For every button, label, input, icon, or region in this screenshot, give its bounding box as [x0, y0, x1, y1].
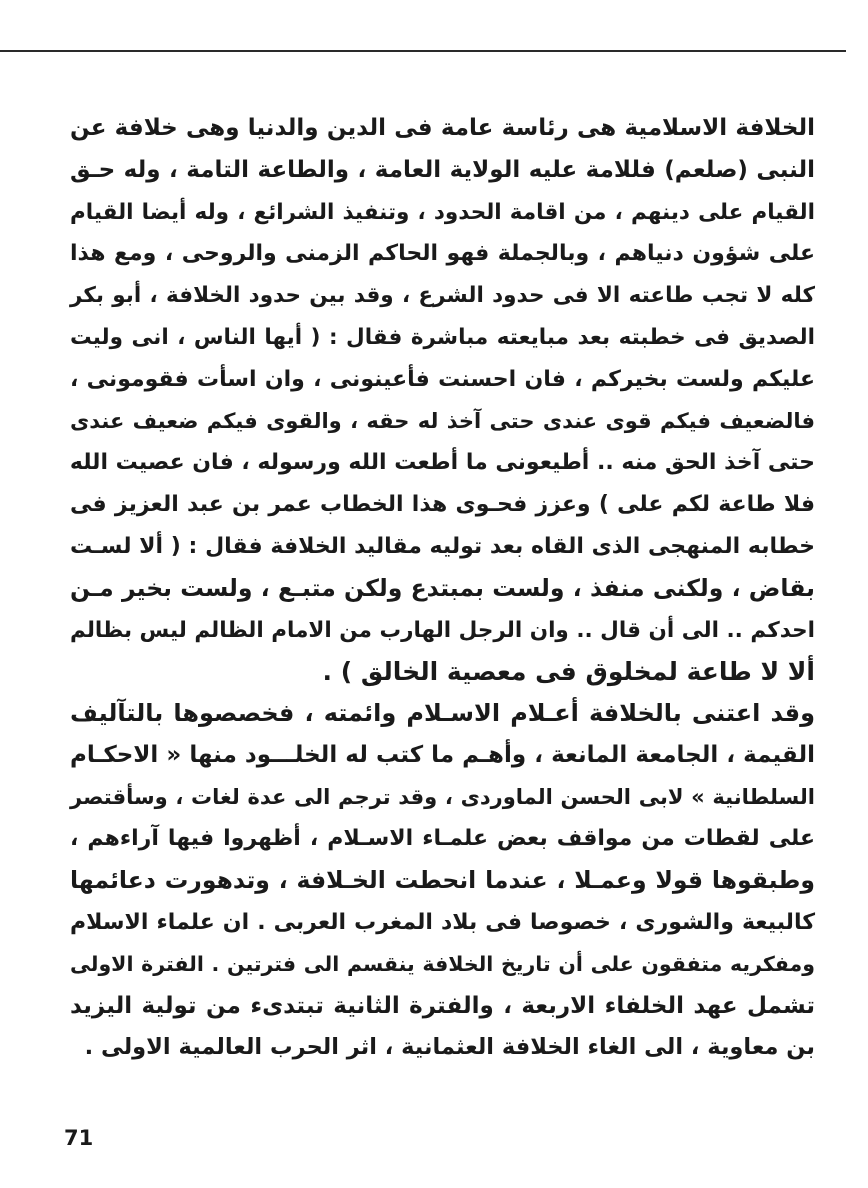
text-line: عليكم ولست بخيركم ، فان احسنت فأعينونى ، وان اسأت فقومونى ، [70, 366, 815, 392]
text-line: السلطانية » لابى الحسن الماوردى ، وقد ترجم الى عدة لغات ، وسأقتصر [70, 784, 815, 809]
text-line: تشمل عهد الخلفاء الاربعة ، والفترة الثانية تبتدىء من تولية اليزيد [70, 992, 815, 1019]
top-rule [0, 50, 846, 52]
text-line: كالبيعة والشورى ، خصوصا فى بلاد المغرب العربى . ان علماء الاسلام [70, 909, 815, 935]
text-line: حتى آخذ الحق منه .. أطيعونى ما أطعت الله ورسوله ، فان عصيت الله [69, 450, 815, 476]
text-line: النبى (صلعم) فللامة عليه الولاية العامة ، والطاعة التامة ، وله حـق [70, 156, 815, 183]
text-line: على لقطات من مواقف بعض علمـاء الاسـلام ، أظهروا فيها آراءهم ، [70, 826, 815, 852]
text-line: خطابه المنهجى الذى القاه بعد توليه مقاليد الخلافة فقال : ( ألا لسـت [70, 533, 815, 559]
text-line: وطبقوها قولا وعمـلا ، عندما انحطت الخـلافة ، وتدهورت دعائمها [70, 866, 815, 895]
text-line: بقاض ، ولكنى منفذ ، ولست بمبتدع ولكن متبـع ، ولست بخير مـن [70, 573, 815, 602]
text-line: القيمة ، الجامعة المانعة ، وأهـم ما كتب له الخلـــود منها « الاحكـام [70, 741, 815, 768]
text-line: ومفكريه متفقون على أن تاريخ الخلافة ينقسم الى فترتين . الفترة الاولى [70, 951, 815, 976]
page-number: 71 [64, 1126, 94, 1150]
text-line: الصديق فى خطبته بعد مبايعته مباشرة فقال : ( أيها الناس ، انى وليت [70, 324, 815, 350]
text-line: على شؤون دنياهم ، وبالجملة فهو الحاكم الزمنى والروحى ، ومع هذا [70, 241, 815, 267]
text-line: القيام على دينهم ، من اقامة الحدود ، وتنفيذ الشرائع ، وله أيضا القيام [70, 199, 815, 225]
text-line: فالضعيف فيكم قوى عندى حتى آخذ له حقه ، والقوى فيكم ضعيف عندى [70, 408, 815, 433]
text-line: كله لا تجب طاعته الا فى حدود الشرع ، وقد بين حدود الخلافة ، أبو بكر [70, 283, 815, 309]
paragraph-1 [70, 108, 815, 693]
text-line: وقد اعتنى بالخلافة أعـلام الاسـلام وائمته ، فخصصوها بالتآليف [70, 699, 815, 727]
text-line: فلا طاعة لكم على ) وعزز فحـوى هذا الخطاب عمر بن عبد العزيز فى [70, 492, 815, 518]
text-line: ألا لا طاعة لمخلوق فى معصية الخالق ) . [322, 657, 815, 687]
text-line: الخلافة الاسلامية هى رئاسة عامة فى الدين والدنيا وهى خلافة عن [70, 115, 815, 141]
text-line: احدكم .. الى أن قال .. وان الرجل الهارب من الامام الظالم ليس بظالم [70, 617, 815, 643]
text-line: بن معاوية ، الى الغاء الخلافة العثمانية ، اثر الحرب العالمية الاولى . [84, 1034, 815, 1061]
paragraph-2 [70, 693, 815, 1069]
